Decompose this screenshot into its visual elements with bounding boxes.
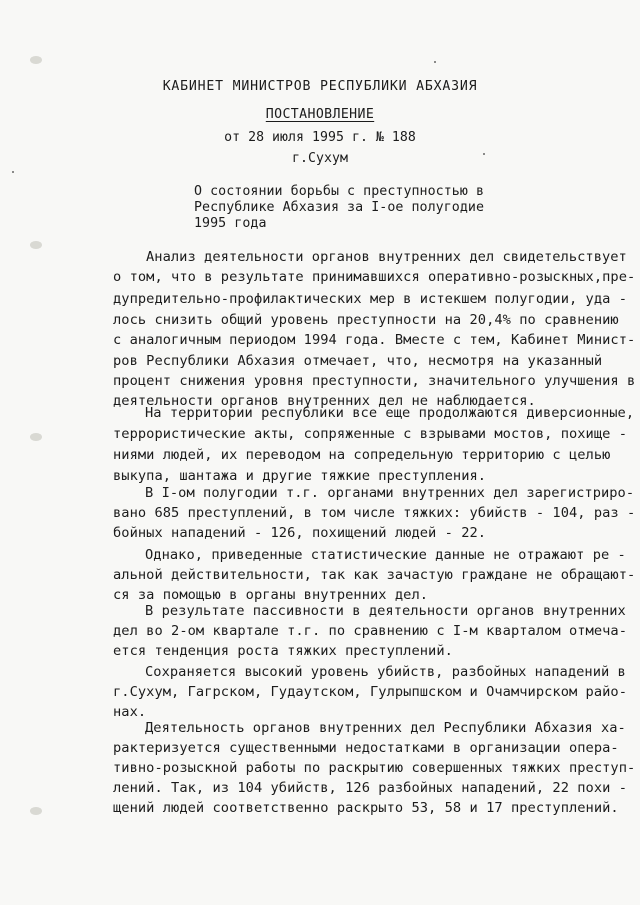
subject-line-1: О состоянии борьбы с преступностью в — [194, 184, 484, 199]
paragraph-2-line-1: На территории республики все еще продолжаются диверсионные, — [145, 405, 635, 421]
paragraph-6-line-3: нах. — [113, 704, 147, 720]
punch-hole-mark — [30, 807, 42, 815]
cabinet-title: КАБИНЕТ МИНИСТРОВ РЕСПУБЛИКИ АБХАЗИЯ — [162, 79, 478, 94]
paragraph-3-line-2: вано 685 преступлений, в том числе тяжких: убийств - 104, раз - — [113, 505, 636, 521]
ink-speck — [12, 171, 14, 173]
paragraph-5-line-3: ется тенденция роста тяжких преступлений. — [113, 643, 453, 659]
paragraph-2-line-2: террористические акты, сопряженные с взрывами мостов, похище - — [113, 426, 628, 442]
paragraph-1-line-8: деятельности органов внутренних дел не наблюдается. — [113, 393, 536, 409]
paragraph-6-line-1: Сохраняется высокий уровень убийств, разбойных нападений в — [145, 664, 626, 680]
subject-line-3: 1995 года — [194, 216, 267, 231]
paragraph-4-line-1: Однако, приведенные статистические данные не отражают ре - — [145, 547, 626, 563]
paragraph-1-line-4: лось снизить общий уровень преступности на 20,4% по сравнению — [113, 312, 619, 328]
paragraph-1-line-7: процент снижения уровня преступности, значительного улучшения в — [113, 373, 636, 389]
paragraph-2-line-3: ниями людей, их переводом на сопредельную территорию с целью — [113, 447, 611, 463]
punch-hole-mark — [30, 56, 42, 64]
paragraph-4-line-3: ся за помощью в органы внутренних дел. — [113, 587, 429, 603]
paragraph-3-line-3: бойных нападений - 126, похищений людей - 22. — [113, 525, 487, 541]
subject-line-2: Республике Абхазия за I-ое полугодие — [194, 200, 484, 215]
paragraph-1-line-6: ров Республики Абхазия отмечает, что, несмотря на указанный — [113, 353, 603, 369]
paragraph-7-line-1: Деятельность органов внутренних дел Республики Абхазия ха- — [145, 720, 626, 736]
paragraph-5-line-1: В результате пассивности в деятельности органов внутренних — [145, 603, 626, 619]
paragraph-7-line-5: щений людей соответственно раскрыто 53, 58 и 17 преступлений. — [113, 800, 619, 816]
paragraph-1-line-2: о том, что в результате принимавшихся оперативно-розыскных,пре- — [113, 269, 636, 285]
paragraph-5-line-2: дел во 2-ом квартале т.г. по сравнению с I-м кварталом отмеча- — [113, 623, 628, 639]
resolution-title: ПОСТАНОВЛЕНИЕ — [265, 107, 375, 122]
punch-hole-mark — [30, 433, 42, 441]
paragraph-6-line-2: г.Сухум, Гагрском, Гудаутском, Гулрыпшском и Очамчирском райо- — [113, 684, 628, 700]
paragraph-7-line-4: лений. Так, из 104 убийств, 126 разбойных нападений, 22 похи - — [113, 780, 628, 796]
resolution-city: г.Сухум — [292, 151, 348, 166]
ink-speck — [434, 61, 436, 63]
paragraph-7-line-2: рактеризуется существенными недостатками в организации опера- — [113, 740, 619, 756]
punch-hole-mark — [30, 241, 42, 249]
resolution-date-number: от 28 июля 1995 г. № 188 — [224, 130, 416, 145]
paragraph-1-line-5: с аналогичным периодом 1994 года. Вместе с тем, Кабинет Минист- — [113, 332, 636, 348]
paragraph-3-line-1: В I-ом полугодии т.г. органами внутренних дел зарегистриро- — [145, 485, 635, 501]
paragraph-4-line-2: альной действительности, так как зачастую граждане не обращают- — [113, 567, 636, 583]
paragraph-1-line-3: дупредительно-профилактических мер в истекшем полугодии, уда - — [113, 291, 628, 307]
paragraph-2-line-4: выкупа, шантажа и другие тяжкие преступления. — [113, 468, 487, 484]
paragraph-7-line-3: тивно-розыскной работы по раскрытию совершенных тяжких преступ- — [113, 760, 636, 776]
paragraph-1-line-1: Анализ деятельности органов внутренних дел свидетельствует — [146, 249, 627, 265]
